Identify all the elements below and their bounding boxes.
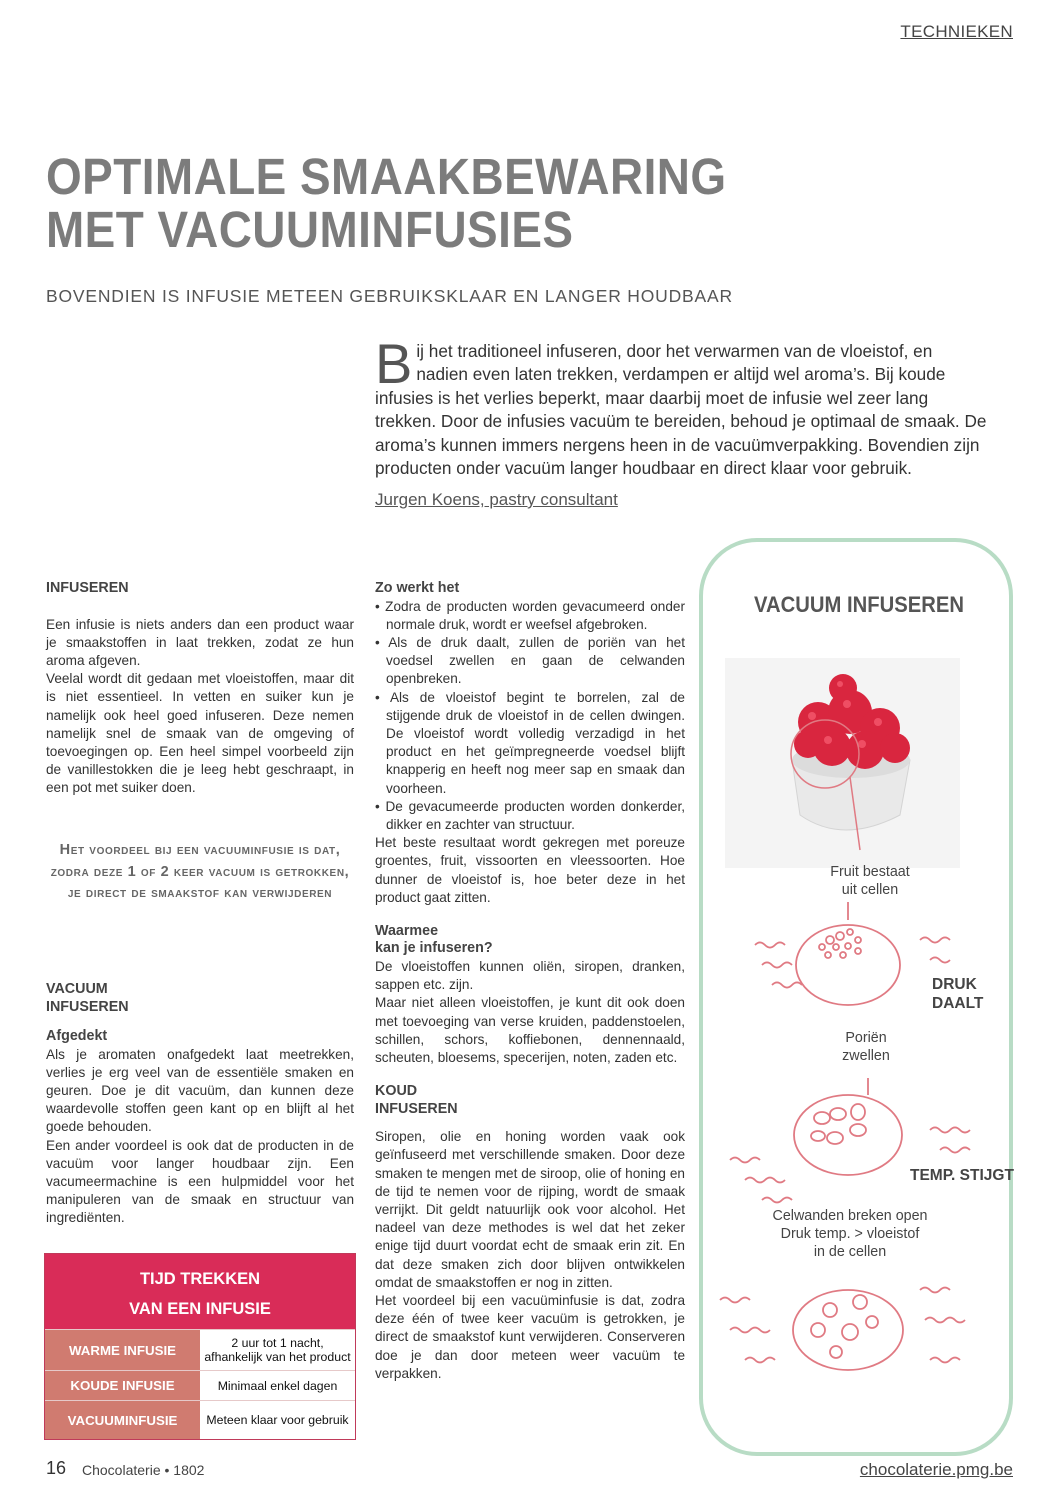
- author-credit: Jurgen Koens, pastry consultant: [375, 490, 618, 509]
- page-number: 16: [46, 1458, 67, 1478]
- column-1-intro: [46, 580, 354, 798]
- cell-diagram-3: [720, 1288, 965, 1371]
- drop-cap: B: [375, 332, 413, 395]
- paragraph-result: Het beste resultaat wordt gekregen met poreuze groentes, fruit, vissoorten en vleessoorten. Hoe dunner de vloeistof is, hoe beter deze in het product gaat zitten.: [375, 835, 685, 905]
- bullet-item: • Zodra de producten worden gevacumeerd onder normale druk, wordt er weefsel afgebroken.: [375, 598, 685, 632]
- row-label: KOUDE INFUSIE: [45, 1371, 200, 1400]
- caption-porien-line-1: Poriën: [845, 1030, 887, 1046]
- row-value: 2 uur tot 1 nacht, afhankelijk van het product: [200, 1330, 355, 1370]
- row-value: Meteen klaar voor gebruik: [200, 1401, 355, 1439]
- column-2: [375, 580, 685, 1383]
- subtitle: BOVENDIEN IS INFUSIE METEEN GEBRUIKSKLAAR EN LANGER HOUDBAAR: [46, 286, 733, 306]
- sidebar-title: VACUUM INFUSEREN: [754, 592, 964, 617]
- caption-fruit: [800, 863, 940, 899]
- label-temp-stijgt: TEMP. STIJGT: [910, 1167, 1014, 1184]
- caption-fruit-line-1: Fruit bestaat: [830, 864, 910, 880]
- row-label: VACUUMINFUSIE: [45, 1401, 200, 1439]
- raspberry-photo: [725, 658, 960, 868]
- bullet-item: • Als de vloeistof begint te borrelen, zal de stijgende druk de vloeistof in de cellen dwingen. De vloeistof wordt volledig verzadigd in het product en het geïmpregneerde voedsel blijft knapperig en heeft nog meer sap en smaak dan voorheen.: [375, 689, 685, 796]
- caption-porien-line-2: zwellen: [842, 1048, 890, 1064]
- table-title-line-1: TIJD TREKKEN: [139, 1270, 261, 1288]
- heading-waarmee: Waarmee: [375, 922, 439, 939]
- heading-afgedekt: Afgedekt: [46, 1028, 108, 1044]
- bullet-item: • Als de druk daalt, zullen de poriën van het voedsel zwellen en gaan de celwanden openbreken.: [375, 634, 685, 687]
- label-druk: DRUK: [932, 976, 977, 993]
- heading-werkt: Zo werkt het: [375, 580, 460, 596]
- paragraph-infuseren: Een infusie is niets anders dan een product waar je smaakstoffen in laat trekken, zodat ze hun aroma afgeven. Veelal wordt dit gedaan met vloeistoffen, maar dit is niet essentieel. In vetten en suiker kun je namelijk ook heel goed infuseren. Deze nemen namelijk snel de smaak van de omgeving of toevoegingen op. Een heel simpel voorbeeld zijn de vanillestokken die je leeg hebt geschraapt, in een pot met suiker doen.: [46, 616, 354, 796]
- caption-celwanden: [745, 1207, 955, 1261]
- heading-vacuum-2: INFUSEREN: [46, 998, 129, 1015]
- heading-waarmee-2: kan je infuseren?: [375, 940, 493, 957]
- pull-quote: Het voordeel bij een vacuuminfusie is dat, zodra deze 1 of 2 keer vacuum is getrokken, je direct de smaakstof kan verwijderen: [50, 842, 350, 901]
- heading-koud-2: INFUSEREN: [375, 1100, 458, 1117]
- table-row: [45, 1329, 355, 1370]
- caption-porien: [806, 1029, 926, 1065]
- title-line-2: MET VACUUMINFUSIES: [46, 201, 574, 258]
- label-druk-daalt: [932, 975, 983, 1013]
- row-label: WARME INFUSIE: [45, 1330, 200, 1370]
- title-line-1: OPTIMALE SMAAKBEWARING: [46, 148, 727, 205]
- lead-text: ij het traditioneel infuseren, door het verwarmen van de vloeistof, en nadien even laten trekken, verdampen er altijd wel aroma’s. Bij koude infusies is het verlies beperkt, maar daarbij moet de infusie wel zeer lang trekken. Door de infusies vacuüm te bereiden, behoud je optimaal de smaak. De aroma’s kunnen immers nergens heen in de vacuümverpakking. Bovendien zijn producten onder vacuüm langer houdbaar en direct klaar voor gebruik.: [375, 341, 987, 479]
- caption-fruit-line-2: uit cellen: [841, 882, 899, 898]
- heading-vacuum: VACUUM: [46, 981, 108, 997]
- row-value: Minimaal enkel dagen: [200, 1371, 355, 1400]
- caption-celwanden-line-3: in de cellen: [813, 1244, 887, 1260]
- column-1-vacuum: [46, 981, 354, 1228]
- paragraph-koud: Siropen, olie en honing worden vaak ook geïnfuseerd met verschillende smaken. Door deze smaken te mengen met de siroop, olie of honing en de tijd te nemen voor de rijping, wordt de smaak verrijkt. Dit geldt natuurlijk ook voor alcohol. Het nadeel van deze methodes is wel dat het zeker enige tijd duurt voordat echt de smaak erin zit. En dat deze smaken zich door blijven ontwikkelen omdat de smaakstoffen er nog in zitten. Het voordeel bij een vacuüminfusie is dat, zodra deze één of twee keer vacuüm is getrokken, je direct de smaakstof kunt verwijderen. Conserveren doe je dan door meteen weer vacuüm te verpakken.: [375, 1129, 685, 1381]
- bullet-item: • De gevacumeerde producten worden donkerder, dikker en zachter van structuur.: [375, 798, 685, 832]
- paragraph-waarmee: De vloeistoffen kunnen oliën, siropen, dranken, sappen etc. zijn. Maar niet alleen vloeistoffen, je kunt dit ook doen met toevoeging van verse kruiden, paddenstoelen, schillen, schors, koffiebonen, dennennaald, scheuten, bloesems, specerijen, noten, zaden etc.: [375, 958, 685, 1065]
- table-title: [45, 1254, 355, 1329]
- table-title-line-2: VAN EEN INFUSIE: [129, 1300, 271, 1318]
- magazine-issue: Chocolaterie • 1802: [82, 1462, 205, 1478]
- section-tag: TECHNIEKEN: [900, 22, 1013, 41]
- label-daalt: DAALT: [932, 995, 984, 1012]
- page-title: [46, 150, 856, 256]
- heading-koud: KOUD: [375, 1083, 418, 1100]
- table-row: [45, 1400, 355, 1439]
- caption-celwanden-line-2: Druk temp. > vloeistof: [780, 1226, 920, 1242]
- cell-diagram-1: [755, 902, 950, 1005]
- paragraph-afgedekt: Als je aromaten onafgedekt laat meetrekken, verlies je erg veel van de essentiële smaken en geuren. Doe je dit vacuüm, dan kunnen deze waardevolle stoffen geen kant op en blijft al het goede behouden. Een ander voordeel is ook dat de producten in de vacuüm voor langer houdbaar zijn. Een vacumeermachine is een hulpmiddel voor het manipuleren van de smaak en structuur van ingrediënten.: [46, 1046, 354, 1226]
- infusion-time-table: [44, 1253, 356, 1440]
- heading-infuseren: INFUSEREN: [46, 580, 129, 596]
- website-link[interactable]: chocolaterie.pmg.be: [859, 1460, 1013, 1479]
- table-row: [45, 1370, 355, 1400]
- lead-paragraph: [375, 332, 987, 480]
- caption-celwanden-line-1: Celwanden breken open: [772, 1208, 928, 1224]
